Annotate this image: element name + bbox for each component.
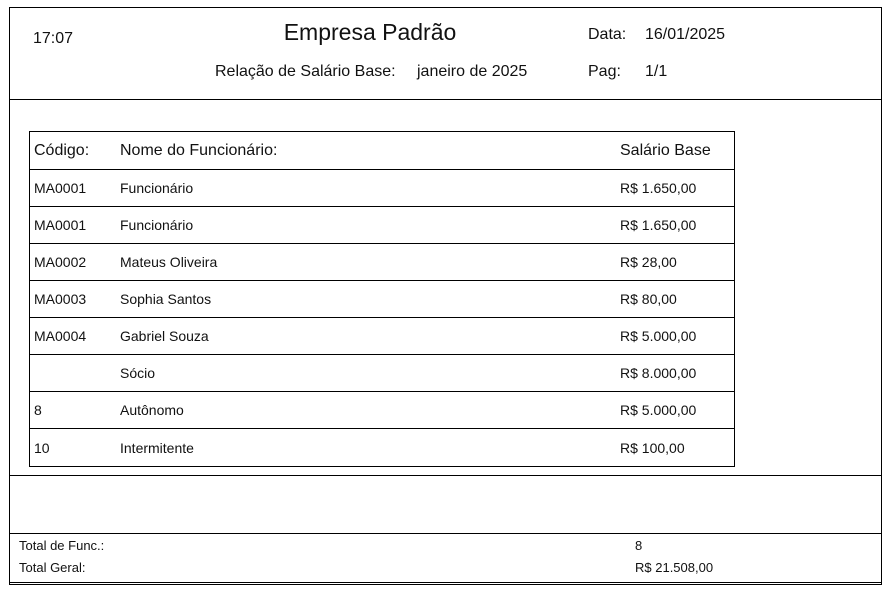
employee-name: Gabriel Souza <box>120 328 209 344</box>
employee-name: Mateus Oliveira <box>120 254 218 270</box>
table-row <box>30 281 734 318</box>
table-row <box>30 355 734 392</box>
employee-salary: R$ 80,00 <box>620 291 677 307</box>
page-label: Pag: <box>588 63 621 80</box>
employee-name: Autônomo <box>120 402 184 418</box>
employee-code: MA0004 <box>34 328 87 344</box>
table-row <box>30 392 734 429</box>
table-row <box>30 244 734 281</box>
report-title: Relação de Salário Base: <box>215 63 396 80</box>
report-period: janeiro de 2025 <box>417 63 528 80</box>
employee-salary: R$ 100,00 <box>620 439 685 456</box>
employee-name: Intermitente <box>120 439 194 456</box>
bottom-divider <box>9 582 882 583</box>
employee-name: Sócio <box>120 365 156 381</box>
report-time: 17:07 <box>33 30 74 47</box>
employee-code: 10 <box>34 439 50 456</box>
column-header-code: Código: <box>34 141 90 159</box>
company-name: Empresa Padrão <box>283 19 457 45</box>
employee-salary: R$ 5.000,00 <box>620 402 697 418</box>
table-row <box>30 429 734 466</box>
employee-salary: R$ 1.650,00 <box>620 217 697 233</box>
total-employees-value: 8 <box>635 538 643 553</box>
date-value: 16/01/2025 <box>645 26 726 43</box>
employee-code: MA0001 <box>34 180 87 196</box>
employee-salary: R$ 8.000,00 <box>620 365 697 381</box>
employee-code: MA0003 <box>34 291 87 307</box>
employee-salary: R$ 1.650,00 <box>620 180 697 196</box>
column-header-name: Nome do Funcionário: <box>120 141 278 159</box>
header-divider <box>9 99 882 100</box>
section-divider <box>9 475 882 476</box>
employee-code: 8 <box>34 402 42 418</box>
footer-divider <box>9 533 882 534</box>
employee-name: Sophia Santos <box>120 291 212 307</box>
employee-code: MA0001 <box>34 217 87 233</box>
employee-salary: R$ 28,00 <box>620 254 677 270</box>
table-row <box>30 207 734 244</box>
column-header-salary: Salário Base <box>620 141 711 159</box>
table-row <box>30 170 734 207</box>
table-row <box>30 318 734 355</box>
table-header-row <box>30 132 734 170</box>
date-label: Data: <box>588 26 627 43</box>
employee-name: Funcionário <box>120 217 194 233</box>
salary-table <box>29 131 735 467</box>
employee-salary: R$ 5.000,00 <box>620 328 697 344</box>
total-employees-label: Total de Func.: <box>19 538 105 553</box>
grand-total-value: R$ 21.508,00 <box>635 560 714 575</box>
page-value: 1/1 <box>645 63 668 80</box>
employee-code: MA0002 <box>34 254 87 270</box>
employee-name: Funcionário <box>120 180 194 196</box>
grand-total-label: Total Geral: <box>19 560 86 575</box>
